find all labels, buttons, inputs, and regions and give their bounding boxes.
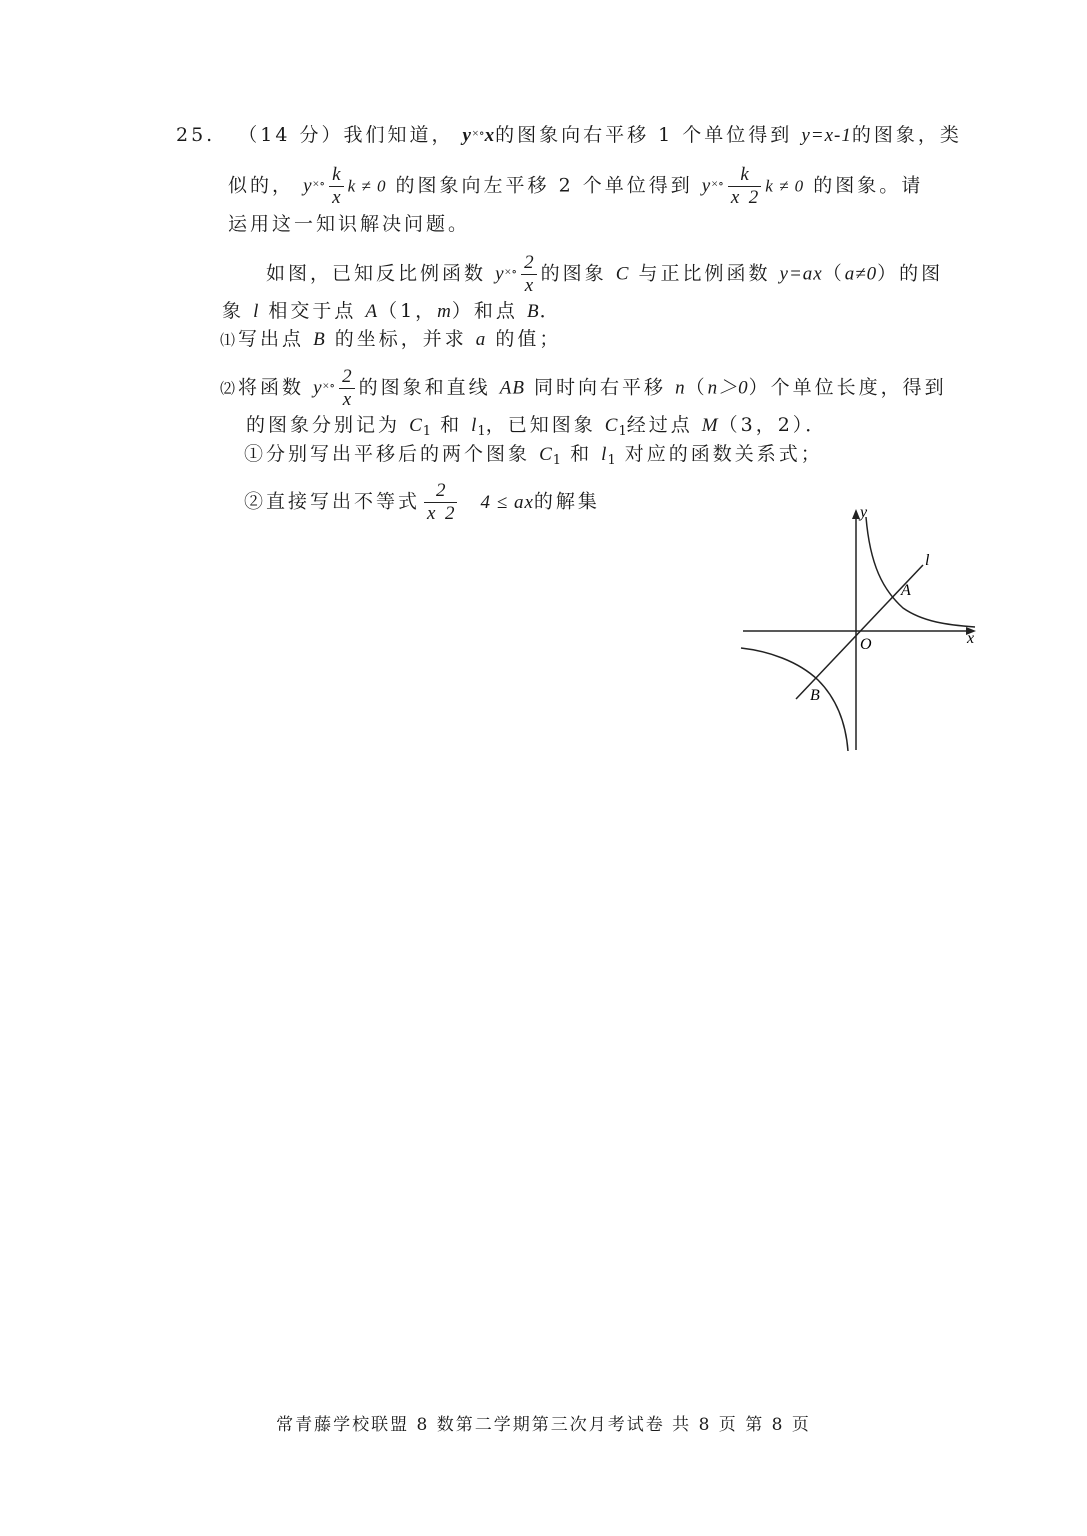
numerator: 2 (342, 366, 352, 387)
text: 似的， (228, 174, 295, 197)
text: 相交于点 (268, 300, 357, 322)
problem-number: 25. (176, 124, 216, 146)
text: 将函数 (238, 376, 305, 399)
text: 如图，已知反比例函数 (266, 262, 487, 285)
numerator: k (740, 164, 749, 185)
text: 象 (222, 300, 245, 322)
label-point-b: B (810, 687, 820, 704)
text: 和 (570, 443, 593, 465)
var-y: y (313, 377, 323, 399)
text: 我们知道， (343, 124, 454, 146)
var-y: y (303, 175, 313, 197)
var-M: M (701, 415, 719, 436)
var-l: l (471, 415, 478, 436)
text: 的图象和直线 (358, 376, 491, 399)
text: 的坐标，并求 (334, 328, 467, 350)
text: ）和点 (451, 300, 518, 322)
fraction-2-over-x-plus-2 (424, 480, 457, 525)
subscript-1: 1 (618, 424, 627, 439)
label-x: x (967, 630, 975, 647)
text: （1， (378, 300, 438, 322)
denominator: x (339, 388, 355, 411)
text: 的图象分别记为 (246, 414, 401, 436)
text: （ (685, 376, 708, 399)
numerator: 2 (524, 252, 534, 273)
equals-glyph: ×∘ (322, 378, 336, 393)
expr-y-ax: y=ax (779, 263, 823, 285)
question-marker: ⑵ (220, 379, 239, 398)
problem-line-4 (266, 252, 943, 297)
label-origin: O (860, 636, 872, 653)
denominator: x (521, 274, 537, 297)
problem-line-1 (176, 121, 962, 148)
text: 写出点 (238, 328, 305, 350)
problem-score: （14 分） (238, 124, 344, 146)
text: 的解集 (533, 490, 600, 513)
var-l: l (601, 444, 608, 465)
page-footer: 常青藤学校联盟 8 数第二学期第三次月考试卷 共 8 页 第 8 页 (276, 1415, 811, 1435)
question-1 (220, 327, 561, 352)
function-graph (738, 505, 980, 755)
question-2-line-2 (246, 413, 827, 444)
var-a: a (475, 329, 487, 350)
question-marker: ② (244, 490, 267, 513)
condition: k ≠ 0 (765, 176, 805, 196)
denominator: x 2 (424, 502, 457, 525)
equals-glyph: ×∘ (312, 176, 326, 191)
text: 分别写出平移后的两个图象 (266, 443, 531, 465)
var-y: y (462, 125, 472, 146)
sub-question-1 (244, 442, 823, 473)
label-l: l (925, 552, 930, 569)
expr-a-ne-0: a≠0 (844, 263, 878, 285)
problem-line-5 (222, 299, 562, 324)
y-axis-arrow-icon (852, 509, 860, 519)
fraction-k-over-x-plus-2 (728, 164, 761, 209)
label-point-a: A (901, 582, 911, 599)
var-n: n (675, 377, 686, 399)
var-C: C (615, 263, 630, 285)
text: （3，2）． (718, 414, 828, 436)
numerator: 2 (436, 480, 446, 501)
label-y: y (860, 505, 868, 521)
text: 对应的函数关系式； (624, 443, 823, 465)
condition: k ≠ 0 (347, 176, 387, 196)
problem-line-2 (228, 164, 923, 209)
var-C: C (604, 415, 619, 436)
fraction-2-over-x (339, 366, 355, 411)
equals-glyph: ×∘ (471, 126, 485, 140)
subscript-1: 1 (477, 424, 486, 439)
var-y: y (701, 175, 712, 197)
question-marker: ⑴ (220, 331, 239, 349)
text: 与正比例函数 (638, 262, 771, 285)
var-AB: AB (499, 377, 525, 399)
expr-y-x-1: y=x-1 (801, 125, 852, 146)
subscript-1: 1 (552, 453, 562, 468)
var-B: B (526, 301, 540, 322)
hyperbola-branch-third-quadrant (741, 648, 848, 751)
text: （ (822, 262, 845, 285)
subscript-1: 1 (607, 453, 616, 468)
var-m: m (437, 301, 452, 322)
question-2-line-1 (220, 366, 947, 411)
text: ，已知图象 (485, 414, 596, 436)
text: ． (539, 300, 562, 322)
text: 的图象，类 (851, 124, 962, 146)
text: 的图象。请 (813, 174, 924, 197)
text: 直接写出不等式 (266, 490, 421, 513)
fraction-2-over-x (521, 252, 537, 297)
text: 同时向右平移 (534, 376, 667, 399)
expr-n-gt-0: n＞0 (707, 377, 749, 399)
var-y: y (495, 263, 505, 285)
sub-question-2 (244, 480, 600, 525)
var-C: C (539, 444, 553, 465)
text: 和 (440, 414, 463, 436)
hyperbola-branch-first-quadrant (866, 517, 975, 627)
denominator: x 2 (728, 186, 761, 209)
text: 运用这一知识解决问题。 (228, 213, 471, 235)
equals-glyph: ×∘ (711, 176, 724, 191)
text: 的值； (495, 328, 562, 350)
var-l: l (253, 301, 260, 322)
var-A: A (365, 301, 379, 322)
var-C: C (409, 415, 423, 436)
fraction-k-over-x (329, 164, 343, 209)
var-x: x (484, 125, 496, 146)
text: 的图象 (540, 262, 607, 285)
text: 的图象向左平移 2 个单位得到 (395, 174, 693, 197)
subscript-1: 1 (422, 424, 432, 439)
var-B: B (313, 329, 326, 350)
numerator: k (332, 164, 341, 185)
question-marker: ① (244, 443, 267, 465)
problem-line-3 (228, 212, 470, 236)
text: ）的图 (877, 262, 944, 285)
text: 的图象向右平移 1 个单位得到 (495, 124, 793, 146)
text: ）个单位长度，得到 (748, 376, 947, 399)
text: 经过点 (626, 414, 693, 436)
denominator: x (329, 186, 343, 209)
equals-glyph: ×∘ (504, 264, 518, 279)
inequality-right: 4 ≤ ax (480, 491, 534, 513)
